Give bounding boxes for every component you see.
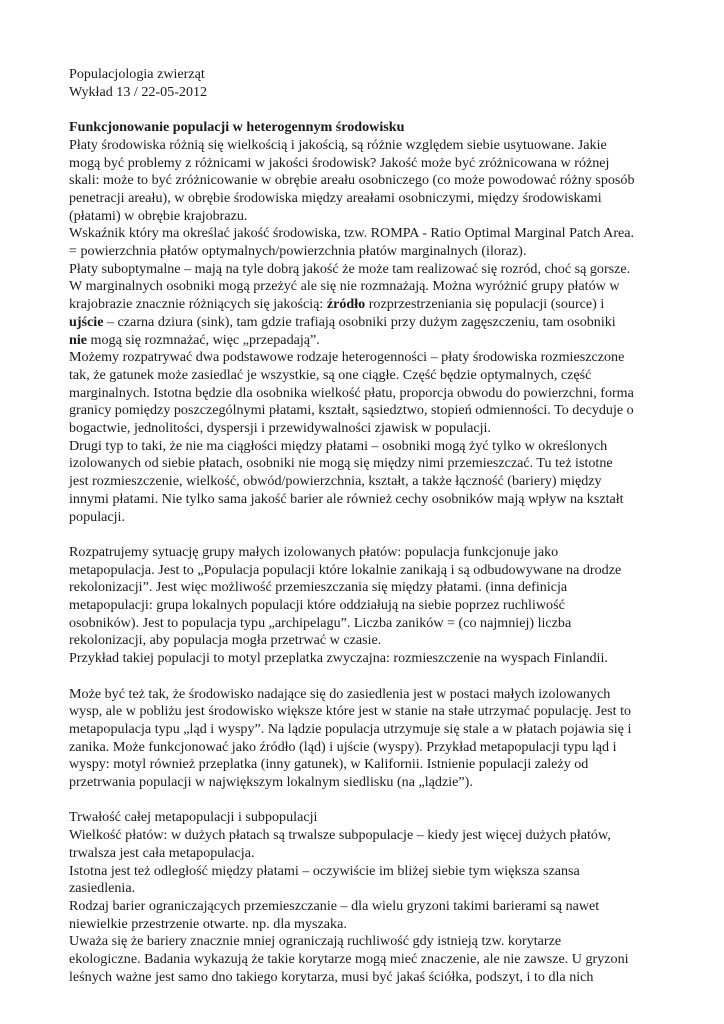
text-line: niewielkie przestrzenie otwarte. np. dla myszaka. <box>69 915 347 932</box>
text-line: rekolonizacji, aby populacja mogła przetrwać w czasie. <box>69 632 382 649</box>
text-line: Wielkość płatów: w dużych płatach są trwalsze subpopulacje – kiedy jest więcej dużych płatów, <box>69 827 611 844</box>
text-line: jest rozmieszczenie, wielkość, obwód/powierzchnia, kształt, a także łączność (bariery) między <box>69 473 602 490</box>
text-line: przetrwania populacji w największym lokalnym siedlisku (na „lądzie”). <box>69 774 473 791</box>
text-line: osobników). Jest to populacja typu „archipelagu”. Liczba zaników = (co najmniej) liczba <box>69 614 572 631</box>
text-line: penetracji areału), w obrębie środowiska między areałami osobniczymi, między środowiskami <box>69 189 602 206</box>
text-line: (płatami) w obrębie krajobrazu. <box>69 207 248 224</box>
paragraph <box>69 225 684 260</box>
text-line: W marginalnych osobniki mogą przeżyć ale się nie rozmnażają. Można wyróżnić grupy płatów w <box>69 278 620 295</box>
text-line: metapopulacja. Jest to „Populacja populacji które lokalnie zanikają i są odbudowywane na drodze <box>69 561 622 578</box>
text-line: Istotna jest też odległość między płatami – oczywiście im bliżej siebie tym większa szansa <box>69 862 580 879</box>
paragraph <box>69 686 684 792</box>
text-line: ekologiczne. Badania wykazują że takie korytarze mogą mieć znaczenie, ale nie zawsze. U gryzoni <box>69 951 629 968</box>
text-line <box>69 296 684 314</box>
text-line: marginalnych. Istotna będzie dla osobnika wielkość płatu, proporcja obwodu do powierzchni, forma <box>69 384 634 401</box>
text-line: tak, że gatunek może zasiedlać je wszystkie, są one ciągłe. Część będzie optymalnych, część <box>69 366 592 383</box>
text-line: Rozpatrujemy sytuację grupy małych izolowanych płatów: populacja funkcjonuje jako <box>69 543 559 560</box>
text-line: Drugi typ to taki, że nie ma ciągłości między płatami – osobniki mogą żyć tylko w określonych <box>69 437 608 454</box>
paragraph <box>69 863 684 898</box>
text-run: krajobrazie znacznie różniących się jakością: <box>69 296 327 313</box>
paragraph <box>69 898 684 933</box>
text-line: trwalsza jest cała metapopulacja. <box>69 844 255 861</box>
text-line: populacji. <box>69 508 125 525</box>
paragraph <box>69 261 684 350</box>
text-line: metapopulacji: grupa lokalnych populacji które oddziałują na siebie poprzez ruchliwość <box>69 597 565 614</box>
text-line: Możemy rozpatrywać dwa podstawowe rodzaje heterogenności – płaty środowiska rozmieszczone <box>69 349 625 366</box>
text-line: Rodzaj barier ograniczających przemieszczanie – dla wielu gryzoni takimi barierami są nawet <box>69 897 600 914</box>
paragraph <box>69 827 684 862</box>
paragraph <box>69 544 684 650</box>
text-line: Płaty suboptymalne – mają na tyle dobrą jakość że może tam realizować się rozród, choć są gorsze. <box>69 260 631 277</box>
bold-term-not: nie <box>69 331 88 348</box>
text-line: Może być też tak, że środowisko nadające się do zasiedlenia jest w postaci małych izolowanych <box>69 685 611 702</box>
paragraph <box>69 438 684 527</box>
text-line: wysp, ale w pobliżu jest środowisko większe które jest w stanie na stałe utrzymać populację. Jest to <box>69 703 632 720</box>
text-line: zanika. Może funkcjonować jako źródło (ląd) i ujście (wyspy). Przykład metapopulacji typu ląd i <box>69 738 617 755</box>
paragraph <box>69 933 684 986</box>
text-line: metapopulacja typu „ląd i wyspy”. Na lądzie populacja utrzymuje się stale a w płatach pojawia się i <box>69 720 632 737</box>
text-line: zasiedlenia. <box>69 880 136 897</box>
text-line: Płaty środowiska różnią się wielkością i jakością, są różnie względem siebie usytuowane. Jakie <box>69 136 607 153</box>
paragraph <box>69 349 684 438</box>
paragraph <box>69 137 684 226</box>
text-line: innymi płatami. Nie tylko sama jakość barier ale również cechy osobników mają wpływ na kształt <box>69 490 624 507</box>
text-line: wyspy: motyl również przeplatka (inny gatunek), w Kalifornii. Istnienie populacji zależy od <box>69 756 589 773</box>
lecture-info: Wykład 13 / 22-05-2012 <box>69 83 208 100</box>
section-heading: Funkcjonowanie populacji w heterogennym środowisku <box>69 119 405 136</box>
text-line: izolowanych od siebie płatach, osobniki nie mogą się między nimi przemieszczać. Tu też istotne <box>69 455 613 472</box>
text-line <box>69 332 684 350</box>
text-run: – czarna dziura (sink), tam gdzie trafiają osobniki przy dużym zagęszczeniu, tam osobniki <box>103 313 616 330</box>
text-line: = powierzchnia płatów optymalnych/powierzchnia płatów marginalnych (iloraz). <box>69 243 527 260</box>
section-title: Trwałość całej metapopulacji i subpopulacji <box>69 809 318 826</box>
text-run: rozprzestrzeniania się populacji (source) i <box>365 296 605 313</box>
bold-term-source: źródło <box>326 296 366 313</box>
bold-term-sink: ujście <box>69 313 104 330</box>
text-line: granicy pomiędzy poszczególnymi płatami, kształt, sąsiedztwo, stopień odmienności. To decyduje o <box>69 402 634 419</box>
text-line: Uważa się że bariery znacznie mniej ograniczają ruchliwość gdy istnieją tzw. korytarze <box>69 933 562 950</box>
text-line: mogą być problemy z różnicami w jakości środowisk? Jakość może być zróżnicowana w różnej <box>69 154 610 171</box>
text-run: mogą się rozmnażać, więc „przepadają”. <box>87 331 320 348</box>
text-line: leśnych ważne jest samo dno takiego korytarza, musi być jakaś ściółka, podszyt, i to dla nich <box>69 968 594 985</box>
text-line: Wskaźnik który ma określać jakość środowiska, tzw. ROMPA - Ratio Optimal Marginal Patch Area. <box>69 225 635 242</box>
text-line: Przykład takiej populacji to motyl przeplatka zwyczajna: rozmieszczenie na wyspach Finlandii. <box>69 650 608 667</box>
text-line: rekolonizacji”. Jest więc możliwość przemieszczania się między płatami. (inna definicja <box>69 579 568 596</box>
text-line: bogactwie, jednolitości, dyspersji i przewidywalności zjawisk w populacji. <box>69 420 491 437</box>
text-line: skali: może to być zróżnicowanie w obrębie areału osobniczego (co może powodować różny sposób <box>69 172 635 189</box>
course-title: Populacjologia zwierząt <box>69 66 205 82</box>
paragraph <box>69 650 684 668</box>
text-line <box>69 314 684 332</box>
